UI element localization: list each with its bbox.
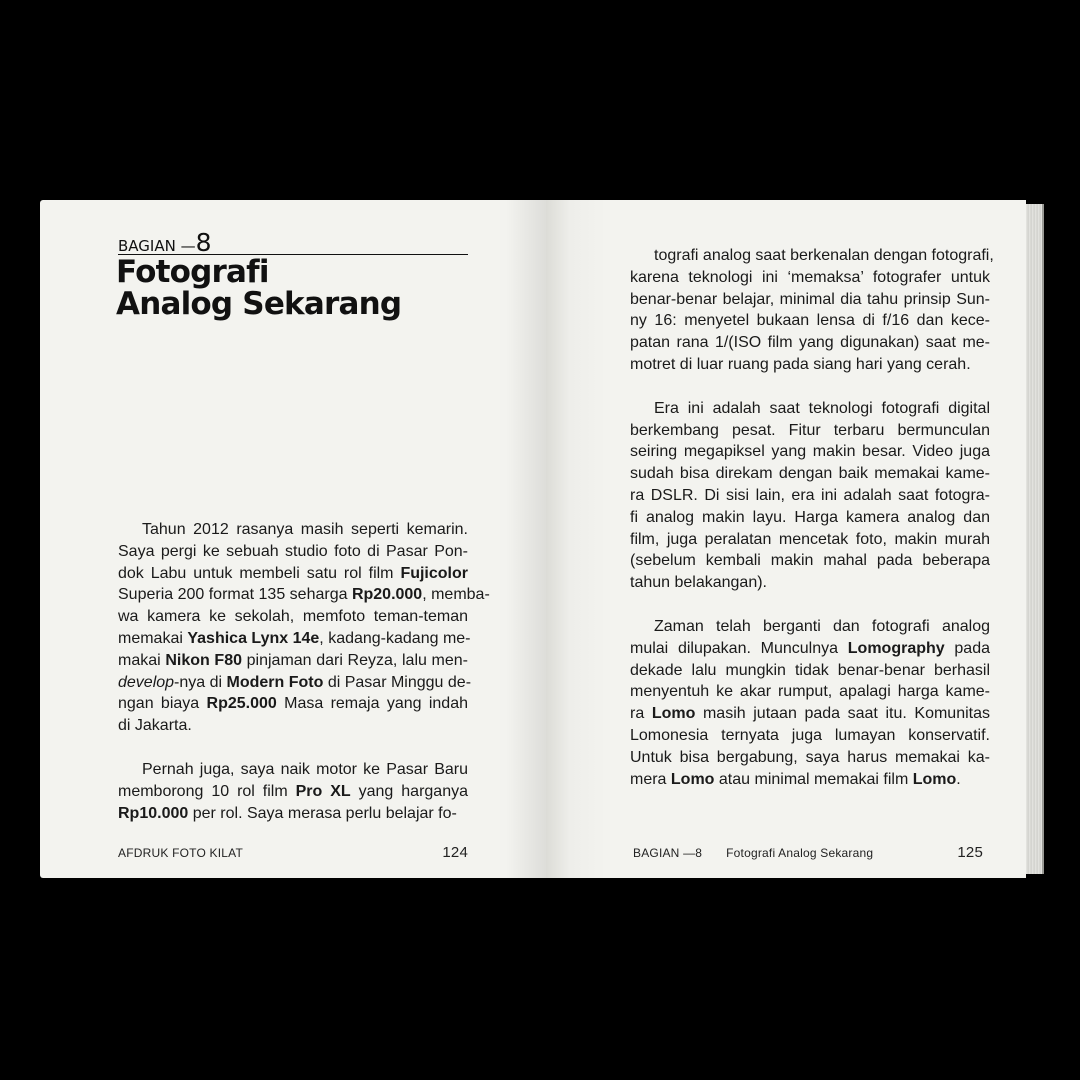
text-segment: wa kamera ke sekolah, memfoto teman-teman xyxy=(118,608,468,626)
text-line xyxy=(118,715,468,737)
text-line xyxy=(630,681,990,703)
brand-name: Pro XL xyxy=(295,782,351,800)
text-segment: karena teknologi ini ‘memaksa’ fotografer untuk xyxy=(630,268,990,286)
text-line xyxy=(630,267,990,289)
chapter-label: BAGIAN — xyxy=(118,237,196,255)
text-segment: Era ini adalah saat teknologi fotografi digital xyxy=(654,399,990,417)
text-line xyxy=(118,672,472,694)
text-segment: Tahun 2012 rasanya masih seperti kemarin. xyxy=(142,521,468,538)
text-segment: berkembang pesat. Fitur terbaru bermunculan xyxy=(630,421,990,439)
text-line xyxy=(118,693,468,715)
right-page xyxy=(546,200,1026,878)
chapter-title xyxy=(116,256,401,320)
text-segment: memakai xyxy=(118,629,188,647)
running-footer-book-title: AFDRUK FOTO KILAT xyxy=(118,846,243,860)
text-segment: yang harganya xyxy=(350,782,468,800)
brand-name: Lomo xyxy=(670,770,715,788)
right-paragraph xyxy=(630,398,990,594)
text-segment: (sebelum kembali makin mahal pada beberapa xyxy=(630,552,990,570)
text-line xyxy=(630,638,990,660)
text-segment: Saya pergi ke sebuah studio foto di Pasar Pon- xyxy=(118,542,468,560)
text-segment: menyentuh ke akar rumput, apalagi harga kame- xyxy=(630,683,990,701)
right-paragraph xyxy=(630,245,994,376)
text-line xyxy=(630,485,990,507)
text-line xyxy=(630,420,990,442)
text-segment: memborong 10 rol film xyxy=(118,782,296,800)
text-segment: ra DSLR. Di sisi lain, era ini adalah saat fotogra- xyxy=(630,486,990,504)
text-line xyxy=(630,245,994,267)
text-segment: seharga xyxy=(285,586,352,604)
text-line xyxy=(118,541,468,563)
text-segment: Untuk bisa bergabung, saya harus memakai ka- xyxy=(630,748,990,766)
text-segment: Pernah juga, saya naik motor ke Pasar Baru xyxy=(142,760,468,778)
brand-name: Modern Foto xyxy=(226,673,324,691)
text-segment: patan rana 1/(ISO film yang digunakan) saat me- xyxy=(630,334,990,352)
text-line xyxy=(630,354,990,376)
right-body-text xyxy=(630,245,994,790)
left-page xyxy=(40,200,546,878)
text-line xyxy=(630,725,990,747)
text-line xyxy=(118,563,468,585)
text-line xyxy=(630,660,990,682)
text-segment: di Pasar Minggu de- xyxy=(323,673,472,691)
text-line xyxy=(630,747,990,769)
text-segment: masih jutaan pada saat itu. Komunitas xyxy=(695,705,991,723)
text-segment: Masa remaja yang indah xyxy=(276,695,468,713)
text-segment: Superia 200 format 135 xyxy=(118,586,286,604)
text-line xyxy=(630,572,990,594)
text-line xyxy=(118,759,468,781)
text-segment: mera xyxy=(630,770,671,788)
text-segment: mulai dilupakan. Munculnya xyxy=(630,639,848,657)
text-segment: seiring megapiksel yang makin besar. Video juga xyxy=(630,443,990,461)
text-segment: dekade lalu mungkin tidak benar-benar berhasil xyxy=(630,661,990,679)
open-book xyxy=(40,200,1042,878)
text-segment: pinjaman dari Reyza, lalu men- xyxy=(242,651,468,669)
text-segment: -nya di xyxy=(174,673,227,691)
text-segment: , memba- xyxy=(422,586,490,604)
running-footer-chapter-title: Fotografi Analog Sekarang xyxy=(726,846,874,860)
text-segment: makai xyxy=(118,651,166,669)
text-segment: sudah bisa direkam dengan baik memakai kame- xyxy=(630,465,990,483)
text-segment: fi analog makin layu. Harga kamera analog dan xyxy=(630,508,990,526)
text-line xyxy=(630,529,990,551)
text-line xyxy=(118,781,468,803)
text-segment: dok Labu untuk membeli satu rol film xyxy=(118,564,401,582)
text-line xyxy=(118,803,468,825)
text-line xyxy=(630,289,990,311)
right-paragraph xyxy=(630,616,990,790)
left-paragraph xyxy=(118,519,490,737)
text-line xyxy=(630,507,990,529)
italic-term: develop xyxy=(118,673,175,691)
text-segment: ngan biaya xyxy=(118,695,207,713)
left-paragraph xyxy=(118,759,468,824)
text-line xyxy=(630,703,990,725)
right-footer xyxy=(633,846,983,860)
text-line xyxy=(118,519,468,541)
text-segment: di Jakarta. xyxy=(118,717,192,735)
text-line xyxy=(630,769,990,791)
chapter-number: 8 xyxy=(195,228,212,257)
text-line xyxy=(630,332,990,354)
page-number-left: 124 xyxy=(442,844,468,861)
brand-name: Rp10.000 xyxy=(118,804,189,822)
text-segment: tahun belakangan). xyxy=(630,574,767,592)
text-line xyxy=(118,628,471,650)
text-segment: film, juga peralatan mencetak foto, makin murah xyxy=(630,530,990,548)
brand-name: Rp20.000 xyxy=(351,586,423,604)
text-segment: pada xyxy=(944,639,991,657)
text-line xyxy=(630,310,990,332)
left-footer xyxy=(118,846,468,860)
text-segment: Zaman telah berganti dan fotografi analog xyxy=(654,617,990,635)
brand-name: Fujicolor xyxy=(400,564,468,582)
brand-name: Lomo xyxy=(651,705,696,723)
text-line xyxy=(118,606,468,628)
brand-name: Nikon F80 xyxy=(165,651,242,669)
text-line xyxy=(118,650,468,672)
text-line xyxy=(630,616,990,638)
text-line xyxy=(118,584,490,606)
page-number-right: 125 xyxy=(957,844,983,861)
brand-name: Rp25.000 xyxy=(206,695,277,713)
text-line xyxy=(630,398,990,420)
text-segment: Lomonesia ternyata juga lumayan konservatif. xyxy=(630,726,990,744)
page-edges xyxy=(1026,204,1044,874)
brand-name: Lomo xyxy=(912,770,957,788)
text-segment: ra xyxy=(630,705,652,723)
text-line xyxy=(630,441,990,463)
text-segment: benar-benar belajar, minimal dia tahu prinsip Sun- xyxy=(630,290,990,308)
text-segment: motret di luar ruang pada siang hari yang cerah. xyxy=(630,355,971,373)
text-segment: , kadang-kadang me- xyxy=(319,629,471,647)
text-line xyxy=(630,550,990,572)
chapter-heading xyxy=(118,226,468,255)
chapter-title-line-1: Fotografi xyxy=(116,254,269,290)
brand-name: Lomography xyxy=(847,639,945,657)
text-line xyxy=(630,463,990,485)
brand-name: Yashica Lynx 14e xyxy=(187,629,320,647)
left-body-text xyxy=(118,519,490,824)
chapter-title-line-2: Analog Sekarang xyxy=(116,286,402,322)
running-footer-chapter: BAGIAN —8 xyxy=(633,846,703,860)
text-segment: ny 16: menyetel bukaan lensa di f/16 dan kece- xyxy=(630,312,990,330)
text-segment: atau minimal memakai film xyxy=(714,770,913,788)
text-segment: tografi analog saat berkenalan dengan fotografi, xyxy=(654,247,994,264)
text-segment: . xyxy=(956,770,961,788)
text-segment: per rol. Saya merasa perlu belajar fo- xyxy=(188,804,457,822)
